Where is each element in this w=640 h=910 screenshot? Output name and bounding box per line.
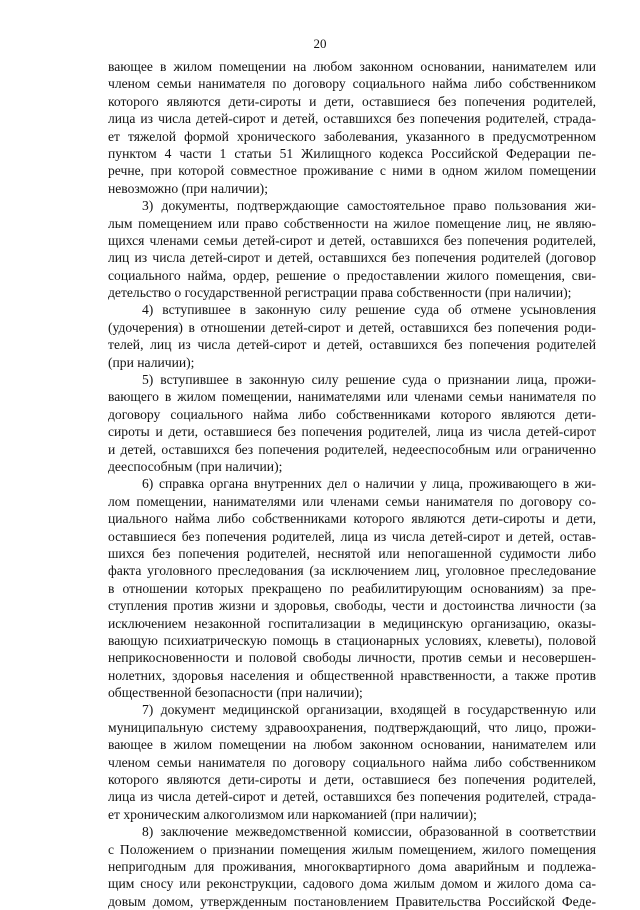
text-line: неприкосновенности и половой свободы личности, против семьи и несовершен- — [108, 650, 596, 666]
text-line: ет хроническим алкоголизмом или наркоманией (при наличии); — [108, 806, 477, 822]
text-line: невозможно (при наличии); — [108, 180, 268, 196]
text-line: ступления против жизни и здоровья, свободы, чести и достоинства личности (за — [108, 598, 596, 614]
text-line: телей, лиц из числа детей-сирот и детей, оставшихся без попечения родителей — [108, 337, 596, 353]
text-line: 7) документ медицинской организации, входящей в государственную или — [142, 702, 596, 718]
text-line: непригодным для проживания, многоквартирного дома аварийным и подлежа- — [108, 858, 596, 874]
text-line: договору социального найма либо собственниками которого являются дети- — [108, 406, 596, 422]
text-line: детельство о государственной регистрации права собственности (при наличии); — [108, 285, 572, 301]
text-line: факта уголовного преследования (за исключением лиц, уголовное преследование — [108, 563, 596, 579]
text-line: которого являются дети-сироты и дети, оставшиеся без попечения родителей, — [108, 93, 596, 109]
document-body — [108, 58, 596, 910]
text-line: 5) вступившее в законную силу решение суда о признании лица, прожи- — [142, 372, 596, 388]
text-line: вающего в жилом помещении, нанимателями или членами семьи нанимателя по — [108, 389, 596, 405]
text-line: лица из числа детей-сирот и детей, оставшихся без попечения родителей, страда- — [108, 789, 596, 805]
text-line: шихся без попечения родителей, неснятой или непогашенной судимости либо — [108, 545, 596, 561]
text-line: пунктом 4 части 1 статьи 51 Жилищного кодекса Российской Федерации пе- — [108, 145, 596, 161]
text-line: и детей, оставшихся без попечения родителей, недееспособным или ограниченно — [108, 441, 596, 457]
text-line: 3) документы, подтверждающие самостоятельное право пользования жи- — [142, 198, 596, 214]
text-line: лым помещением или право собственности на жилое помещение лиц, не являю- — [108, 215, 596, 231]
text-line: вающее в жилом помещении на любом законном основании, нанимателем или — [108, 737, 596, 753]
text-line: дееспособным (при наличии); — [108, 458, 283, 474]
text-line: оставшиеся без попечения родителей, лица из числа детей-сирот и детей, остав- — [108, 528, 596, 544]
text-line: щим сносу или реконструкции, садового дома жилым домом и жилого дома са- — [108, 876, 596, 892]
text-line: которого являются дети-сироты и дети, оставшиеся без попечения родителей, — [108, 772, 596, 788]
text-line: муниципальную систему здравоохранения, подтверждающий, что лицо, прожи- — [108, 719, 596, 735]
text-line: с Положением о признании помещения жилым помещением, жилого помещения — [108, 841, 596, 857]
text-line: членом семьи нанимателя по договору социального найма либо собственником — [108, 76, 596, 92]
text-line: 8) заключение межведомственной комиссии, образованной в соответствии — [142, 824, 596, 840]
text-line: циального найма либо собственниками которого являются дети-сироты и дети, — [108, 511, 596, 527]
text-line: щихся членами семьи детей-сирот и детей, оставшихся без попечения родителей, — [108, 232, 596, 248]
text-line: довым домом, утвержденным постановлением Правительства Российской Феде- — [108, 893, 596, 909]
text-line: лица из числа детей-сирот и детей, оставшихся без попечения родителей, страда- — [108, 111, 596, 127]
text-line: социального найма, ордер, решение о предоставлении жилого помещения, сви- — [108, 267, 596, 283]
text-line: членом семьи нанимателя по договору социального найма либо собственником — [108, 754, 596, 770]
text-line: сироты и дети, оставшиеся без попечения родителей, лица из числа детей-сирот — [108, 424, 596, 440]
text-line: в отношении которых прекращено по реабилитирующим основаниям) за пре- — [108, 580, 596, 596]
text-line: лиц из числа детей-сирот и детей, оставшихся без попечения родителей (договор — [108, 250, 596, 266]
page-number: 20 — [313, 36, 327, 51]
text-line: общественной безопасности (при наличии); — [108, 685, 363, 701]
text-line: 4) вступившее в законную силу решение суда об отмене усыновления — [142, 302, 596, 318]
text-line: 6) справка органа внутренних дел о наличии у лица, проживающего в жи- — [142, 476, 596, 492]
text-line: (удочерения) в отношении детей-сирот и детей, оставшихся без попечения роди- — [108, 319, 596, 335]
text-line: (при наличии); — [108, 354, 195, 370]
text-line: исключением незаконной госпитализации в медицинскую организацию, оказы- — [108, 615, 596, 631]
text-line: нолетних, здоровья населения и общественной нравственности, а также против — [108, 667, 596, 683]
text-line: речне, при которой совместное проживание с ними в одном жилом помещении — [108, 163, 596, 179]
text-line: вающее в жилом помещении на любом законном основании, нанимателем или — [108, 59, 596, 74]
text-line: ет тяжелой формой хронического заболевания, указанного в предусмотренном — [108, 128, 596, 144]
text-line: лом помещении, нанимателями или членами семьи нанимателя по договору со- — [108, 493, 596, 509]
text-line: вающую психиатрическую помощь в стационарных условиях, клеветы), половой — [108, 632, 596, 648]
